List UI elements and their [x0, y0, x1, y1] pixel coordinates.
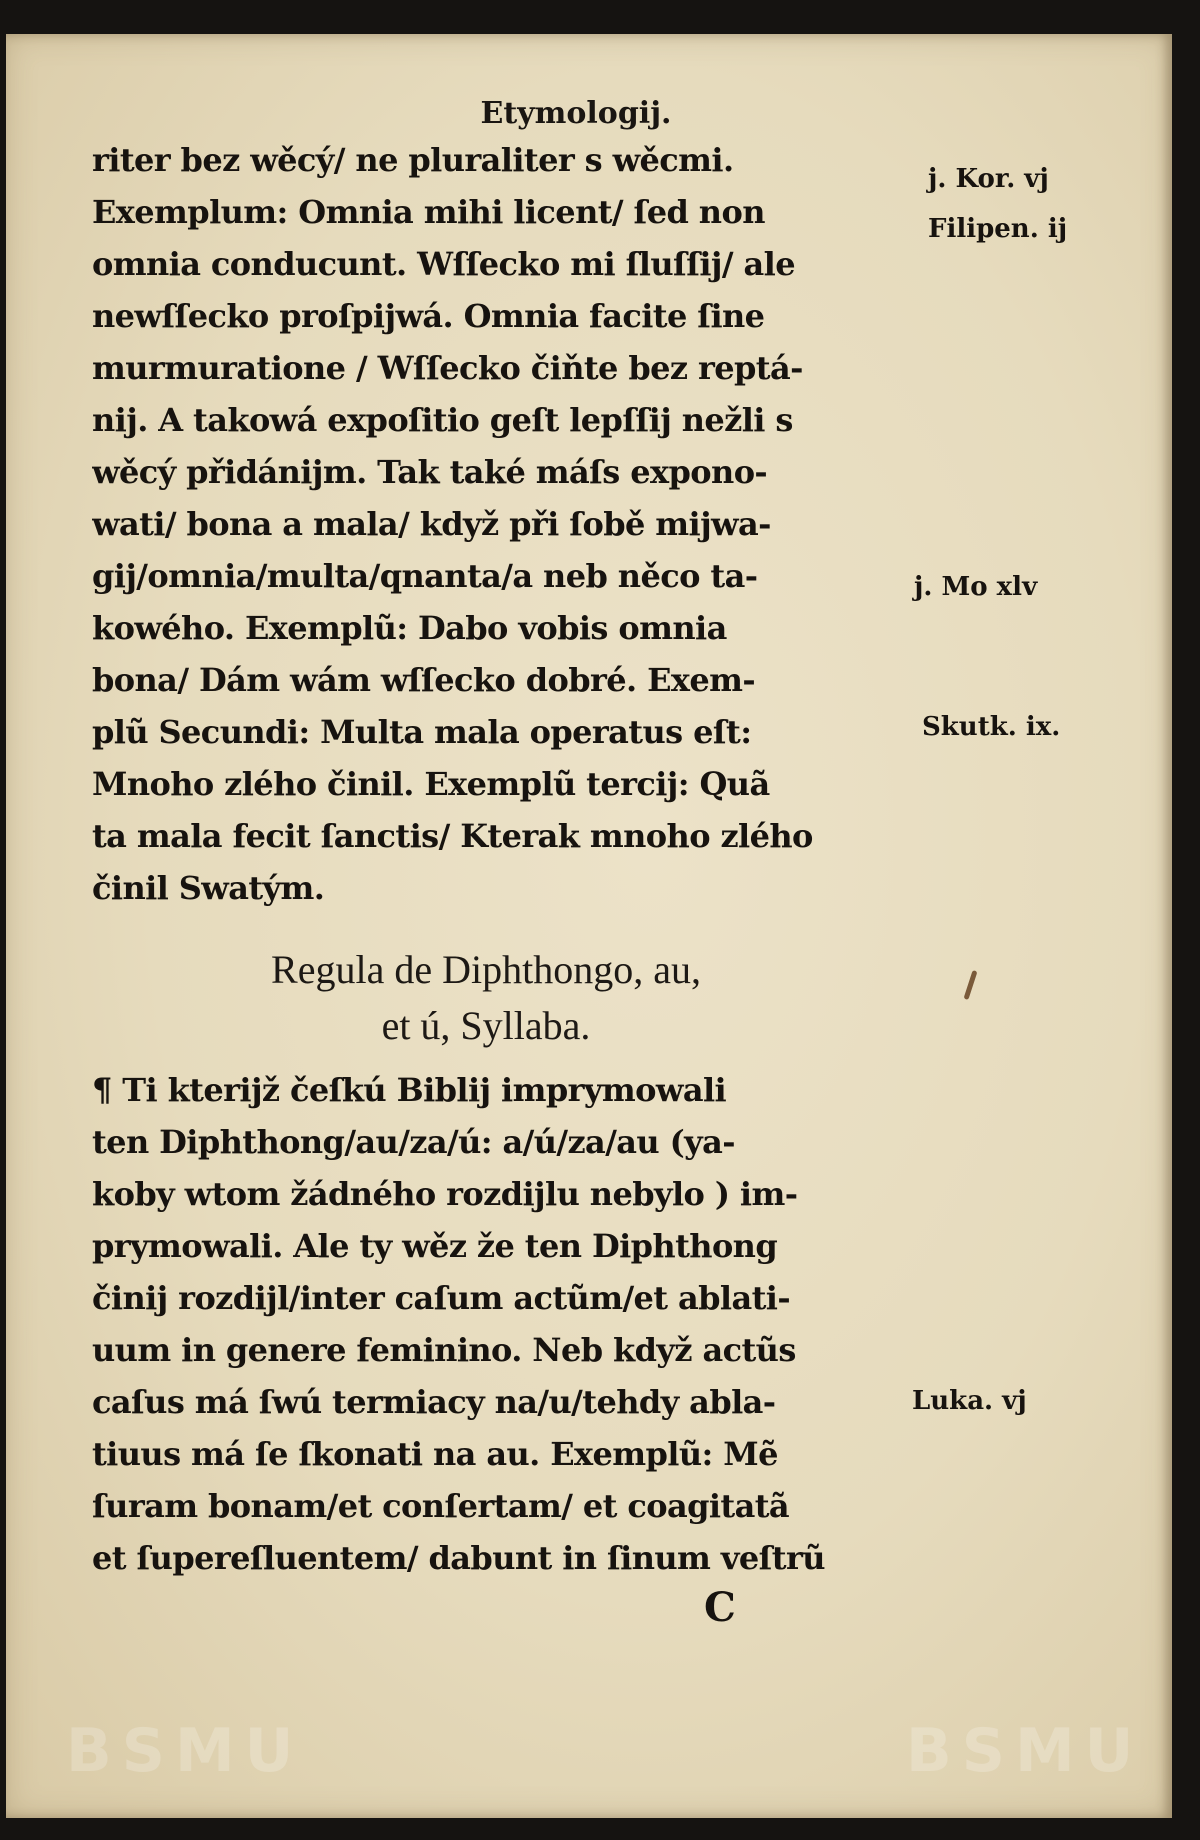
- text-line: omnia conducunt. Wſſecko mi ſluſſij/ ale: [92, 245, 795, 283]
- ink-stroke-mark: [963, 970, 977, 1000]
- text-line: činij rozdijl/inter caſum actũm/et ablati-: [92, 1279, 791, 1317]
- text-line: Mnoho zlého činil. Exemplũ tercij: Quã: [92, 765, 770, 803]
- text-line: wěcý přidánijm. Tak také máſs expono-: [92, 453, 768, 491]
- text-line: koby wtom žádného rozdijlu nebylo ) im-: [92, 1175, 798, 1213]
- margin-note: Luka. vj: [912, 1386, 1027, 1416]
- text-line: nij. A takowá expoſitio geſt lepſſij nežli s: [92, 401, 793, 439]
- signature-mark: C: [704, 1584, 736, 1631]
- margin-note: j. Kor. vj: [928, 164, 1049, 194]
- text-line: ¶ Ti kterijž čeſkú Biblij imprymowali: [92, 1071, 727, 1109]
- text-line: et ſupereſluentem/ dabunt in ſinum veſtrũ: [92, 1539, 825, 1577]
- text-line: murmuratione / Wſſecko čiňte bez reptá-: [92, 349, 803, 387]
- text-line: wati/ bona a mala/ když při ſobě mijwa-: [92, 505, 771, 543]
- margin-note: Skutk. ix.: [922, 712, 1061, 742]
- text-line: Exemplum: Omnia mihi licent/ ſed non: [92, 193, 765, 231]
- text-line: gij/omnia/multa/qnanta/a neb něco ta-: [92, 557, 758, 595]
- text-line: newſſecko proſpijwá. Omnia facite ſine: [92, 297, 765, 335]
- text-line: riter bez wěcý/ ne pluraliter s wěcmi.: [92, 141, 734, 179]
- text-line: činil Swatým.: [92, 869, 325, 907]
- margin-note: j. Mo xlv: [914, 572, 1038, 602]
- section-heading-line-2: et ú, Syllaba.: [381, 1003, 591, 1048]
- library-watermark: BSMU: [906, 1716, 1144, 1786]
- section-heading-line-1: Regula de Diphthongo, au,: [271, 947, 701, 992]
- book-page: [6, 34, 1172, 1818]
- text-line: kowého. Exemplũ: Dabo vobis omnia: [92, 609, 727, 647]
- text-line: tiuus má ſe ſkonati na au. Exemplũ: Mẽ: [92, 1435, 778, 1473]
- text-line: caſus má ſwú termiacy na/u/tehdy abla-: [92, 1383, 776, 1421]
- running-head: Etymologij.: [480, 96, 672, 131]
- text-line: ta mala fecit ſanctis/ Kterak mnoho zlého: [92, 817, 813, 855]
- text-line: plũ Secundi: Multa mala operatus eſt:: [92, 713, 752, 751]
- text-line: ten Diphthong/au/za/ú: a/ú/za/au (ya-: [92, 1123, 735, 1161]
- margin-note: Filipen. ij: [928, 214, 1068, 244]
- text-line: ſuram bonam/et conſertam/ et coagitatã: [92, 1487, 790, 1525]
- library-watermark: BSMU: [66, 1716, 304, 1786]
- text-line: prymowali. Ale ty wěz že ten Diphthong: [92, 1227, 778, 1265]
- text-line: uum in genere feminino. Neb když actũs: [92, 1331, 796, 1369]
- text-line: bona/ Dám wám wſſecko dobré. Exem-: [92, 661, 756, 699]
